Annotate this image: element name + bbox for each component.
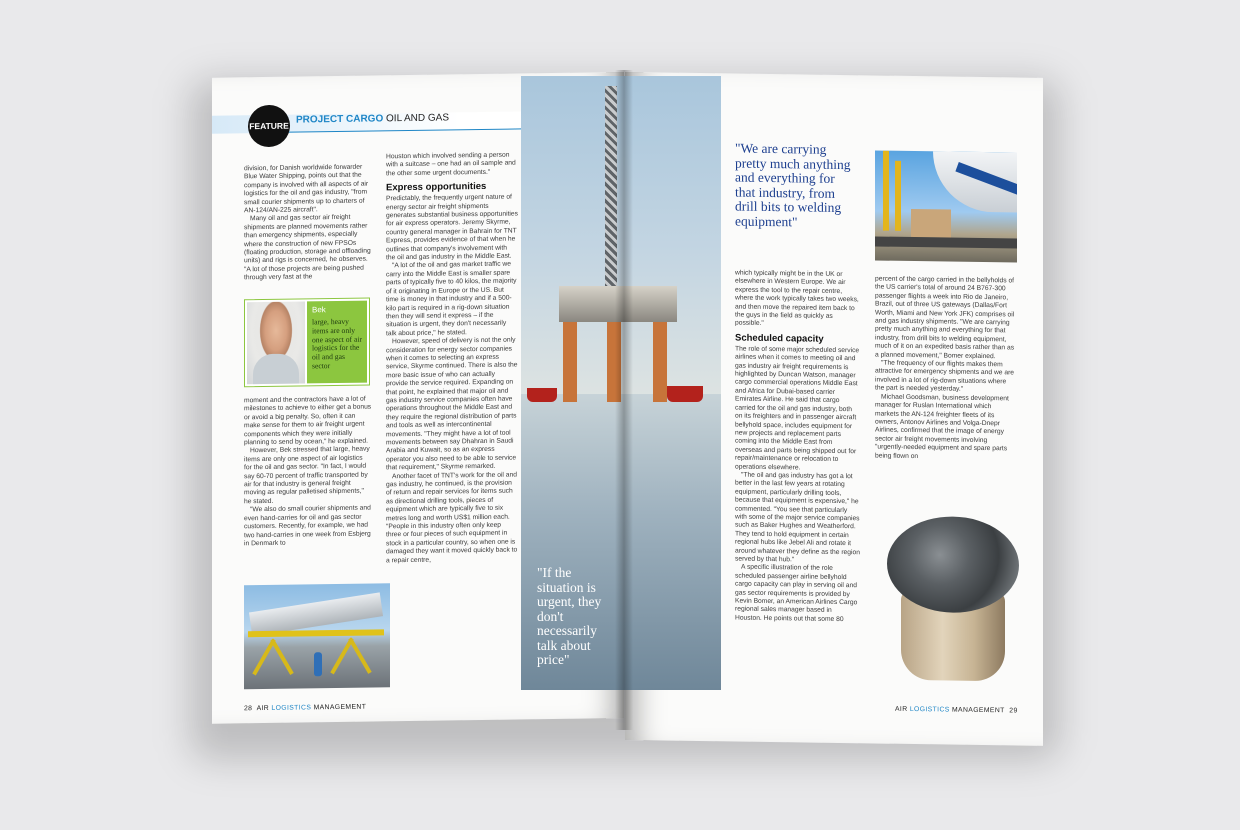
profile-caption: large, heavy items are only one aspect of air logistics for the oil and gas sector — [312, 316, 362, 371]
paragraph: division, for Danish worldwide forwarder Blue Water Shipping, points out that the company is involved with all aspects of air logistics for the oil and gas industry, "from small courier shipments up to charters of AN-124/AN-225 aircraft". — [244, 163, 369, 215]
paragraph: However, speed of delivery is not the only consideration for energy sector companies when it comes to selecting an express service, Skyrme continued. There is also the more basic issue of who can actually provide the service required. Expanding on that point, he explained that major oil and gas industry service companies often have operations throughout the Middle East and they require the regional distribution of parts and tools as well as intercontinental movements. "They might have a lot of tool movements between say Dhahran in Saudi Arabia and Kuwait, so as an express operator you also need to be able to service that requirement," Skyrme remarked. — [386, 336, 518, 472]
photo-pull-quote: "If the situation is urgent, they don't necessarily talk about price" — [537, 565, 602, 667]
footer-brand-air: AIR — [256, 704, 270, 713]
pull-quote: "We are carrying pretty much anything and everything for that industry, from drill bits to welding equipment" — [735, 140, 851, 229]
profile-name: Bek — [312, 305, 326, 315]
paragraph: Michael Goodsman, business development manager for Ruslan International which markets the AN-124 freighter fleets of its owners, Antonov Airlines and Volga-Dnepr Airlines, confirmed that the image of energy sector air freight movements involving "urgently-needed equipment and spare parts being flown on — [875, 393, 1009, 460]
rig-leg — [653, 322, 667, 402]
rig-leg — [563, 322, 577, 402]
cargo-crates — [911, 209, 951, 238]
paragraph: Predictably, the frequently urgent nature of energy sector air freight shipments generates substantial business opportunities for air express operators. Jeremy Skyrme, country general manager in Bahrain for TNT Express, provides evidence of that when he outlines that company's involvement with the oil and gas industry in the Middle East. — [386, 193, 518, 262]
spine-shadow — [615, 70, 633, 730]
subhead-express: Express opportunities — [386, 181, 487, 194]
paragraph: Another facet of TNT's work for the oil and gas industry, he continued, is the provision of return and repair services for items such as directional drilling tools, pieces of equipment which are typically five to six metres long and worth US$1 million each. "People in this industry often only keep three or four pieces of such equipment in stock in a particular country, so when one is damaged they want it moved quickly back to a repair centre, — [386, 471, 518, 565]
drill-bit-image — [881, 516, 1021, 688]
worker-figure — [314, 652, 322, 676]
profile-caption-box — [307, 301, 367, 384]
loader-scissor — [348, 637, 371, 673]
footer-brand-management: MANAGEMENT — [951, 706, 1005, 715]
loader-scissor — [270, 639, 293, 675]
feature-badge — [248, 105, 290, 148]
paragraph: A specific illustration of the role scheduled passenger airline bellyhold cargo capacity can play in serving oil and gas sector requirements is provided by Kevin Bomer, an American Airlines Cargo regional sales manager based in Houston. He points out that some 80 — [735, 564, 858, 623]
paragraph: However, Bek stressed that large, heavy items are only one aspect of air logistics for the oil and gas sector. "In fact, I would say 60-70 percent of traffic transported by air for that industry is general freight moving as regular palletised shipments," he stated. — [244, 445, 370, 506]
drill-bit-cutters — [887, 516, 1019, 614]
profile-shirt — [253, 354, 299, 385]
profile-box — [244, 298, 370, 388]
footer-brand-air: AIR — [895, 705, 908, 713]
cargo-loader-photo — [244, 583, 390, 689]
paragraph: Houston which involved sending a person with a suitcase – one had an oil sample and the other some urgent documents." — [386, 151, 516, 178]
left-col2 — [386, 151, 518, 565]
trailer — [875, 236, 1017, 248]
subhead-scheduled: Scheduled capacity — [735, 332, 824, 345]
feature-badge-label: FEATURE — [249, 120, 289, 132]
footer-brand-management: MANAGEMENT — [313, 703, 367, 712]
right-footer — [895, 706, 1018, 715]
paragraph: moment and the contractors have a lot of milestones to achieve to either get a bonus or avoid a big penalty. So, often it can make sense for them to air freight urgent components which they were initially planning to send by ocean," he explained. — [244, 395, 372, 447]
footer-brand-logistics: LOGISTICS — [909, 705, 950, 714]
crane-boom — [895, 161, 901, 231]
crane-boom — [883, 151, 889, 231]
paragraph: "The frequency of our flights makes them attractive for emergency shipments and we are involved in a lot of rig-down situations where the part is needed yesterday." — [875, 359, 1015, 394]
aircraft-loading-photo — [875, 150, 1017, 262]
left-col1-bottom — [244, 396, 372, 549]
left-footer — [244, 704, 366, 713]
section-label: PROJECT CARGO — [296, 113, 384, 126]
paragraph: "The oil and gas industry has got a lot better in the last few years at rotating equipment, particularly drilling tools, because that equipment is expensive," he commented. "You see that particularly with some of the major service companies such as Baker Hughes and Weatherford. They tend to hold equipment in certain regional hubs like Jebel Ali and rotate it around whatever they define as the region served by that hub." — [735, 471, 860, 564]
tugboat — [667, 386, 703, 402]
paragraph: which typically might be in the UK or elsewhere in Western Europe. We air express the tool to the repair centre, where the work typically takes two weeks, and then move the repaired item back to the guys in the field as quickly as possible." — [735, 269, 859, 328]
left-col1-top — [244, 164, 372, 283]
tugboat — [527, 388, 557, 402]
right-col1 — [735, 270, 860, 625]
profile-photo — [247, 301, 305, 384]
footer-brand-logistics: LOGISTICS — [271, 704, 312, 712]
right-col2 — [875, 275, 1015, 462]
paragraph: percent of the cargo carried in the bellyholds of the US carrier's total of around 24 B767-300 passenger flights a week into Rio de Janeiro, Brazil, out of three US gateways (Dallas/Fort Worth, Miami and New York JFK) comprises oil and gas industry shipments. "We are carrying pretty much anything and everything for that industry, from drill bits to welding equipment, much of it on an expedited basis rather than as a planned movement," Bomer explained. — [875, 275, 1015, 360]
section-header — [296, 112, 449, 125]
page-number: 29 — [1009, 707, 1018, 715]
paragraph: The role of some major scheduled service airlines when it comes to meeting oil and gas industry air freight requirements is highlighted by Duncan Watson, manager cargo commercial operations Middle East and Africa for Dubai-based carrier Emirates Airline. He said that cargo carried for the oil and gas industry, both on its freighters and in passenger aircraft bellyhold space, includes equipment for new projects and replacement parts coming into the Middle East from overseas and parts being shipped out for repair/maintenance or relocation to operations elsewhere. — [735, 345, 860, 471]
paragraph: "A lot of the oil and gas market traffic we carry into the Middle East is smaller spare parts of typically five to 40 kilos, the majority of it originating in Europe or the US. But time is money in that industry and if a 500-kilo part is required in a rig-down situation then they will send it express – if the situation is urgent, they don't necessarily talk about price," he stated. — [386, 261, 517, 338]
topic-label: OIL AND GAS — [386, 112, 449, 125]
paragraph: "We also do small courier shipments and even hand-carries for oil and gas sector customers. Recently, for example, we had two hand-carries in one week from Esbjerg in Denmark to — [244, 504, 371, 548]
paragraph: Many oil and gas sector air freight shipments are planned movements rather than emergency shipments, especially where the construction of new FPSOs (floating production, storage and offloading units) and rigs is concerned, he observes. "A lot of those projects are being pushed through very fast at the — [244, 214, 371, 282]
loader-platform — [248, 629, 384, 637]
page-number: 28 — [244, 705, 253, 713]
